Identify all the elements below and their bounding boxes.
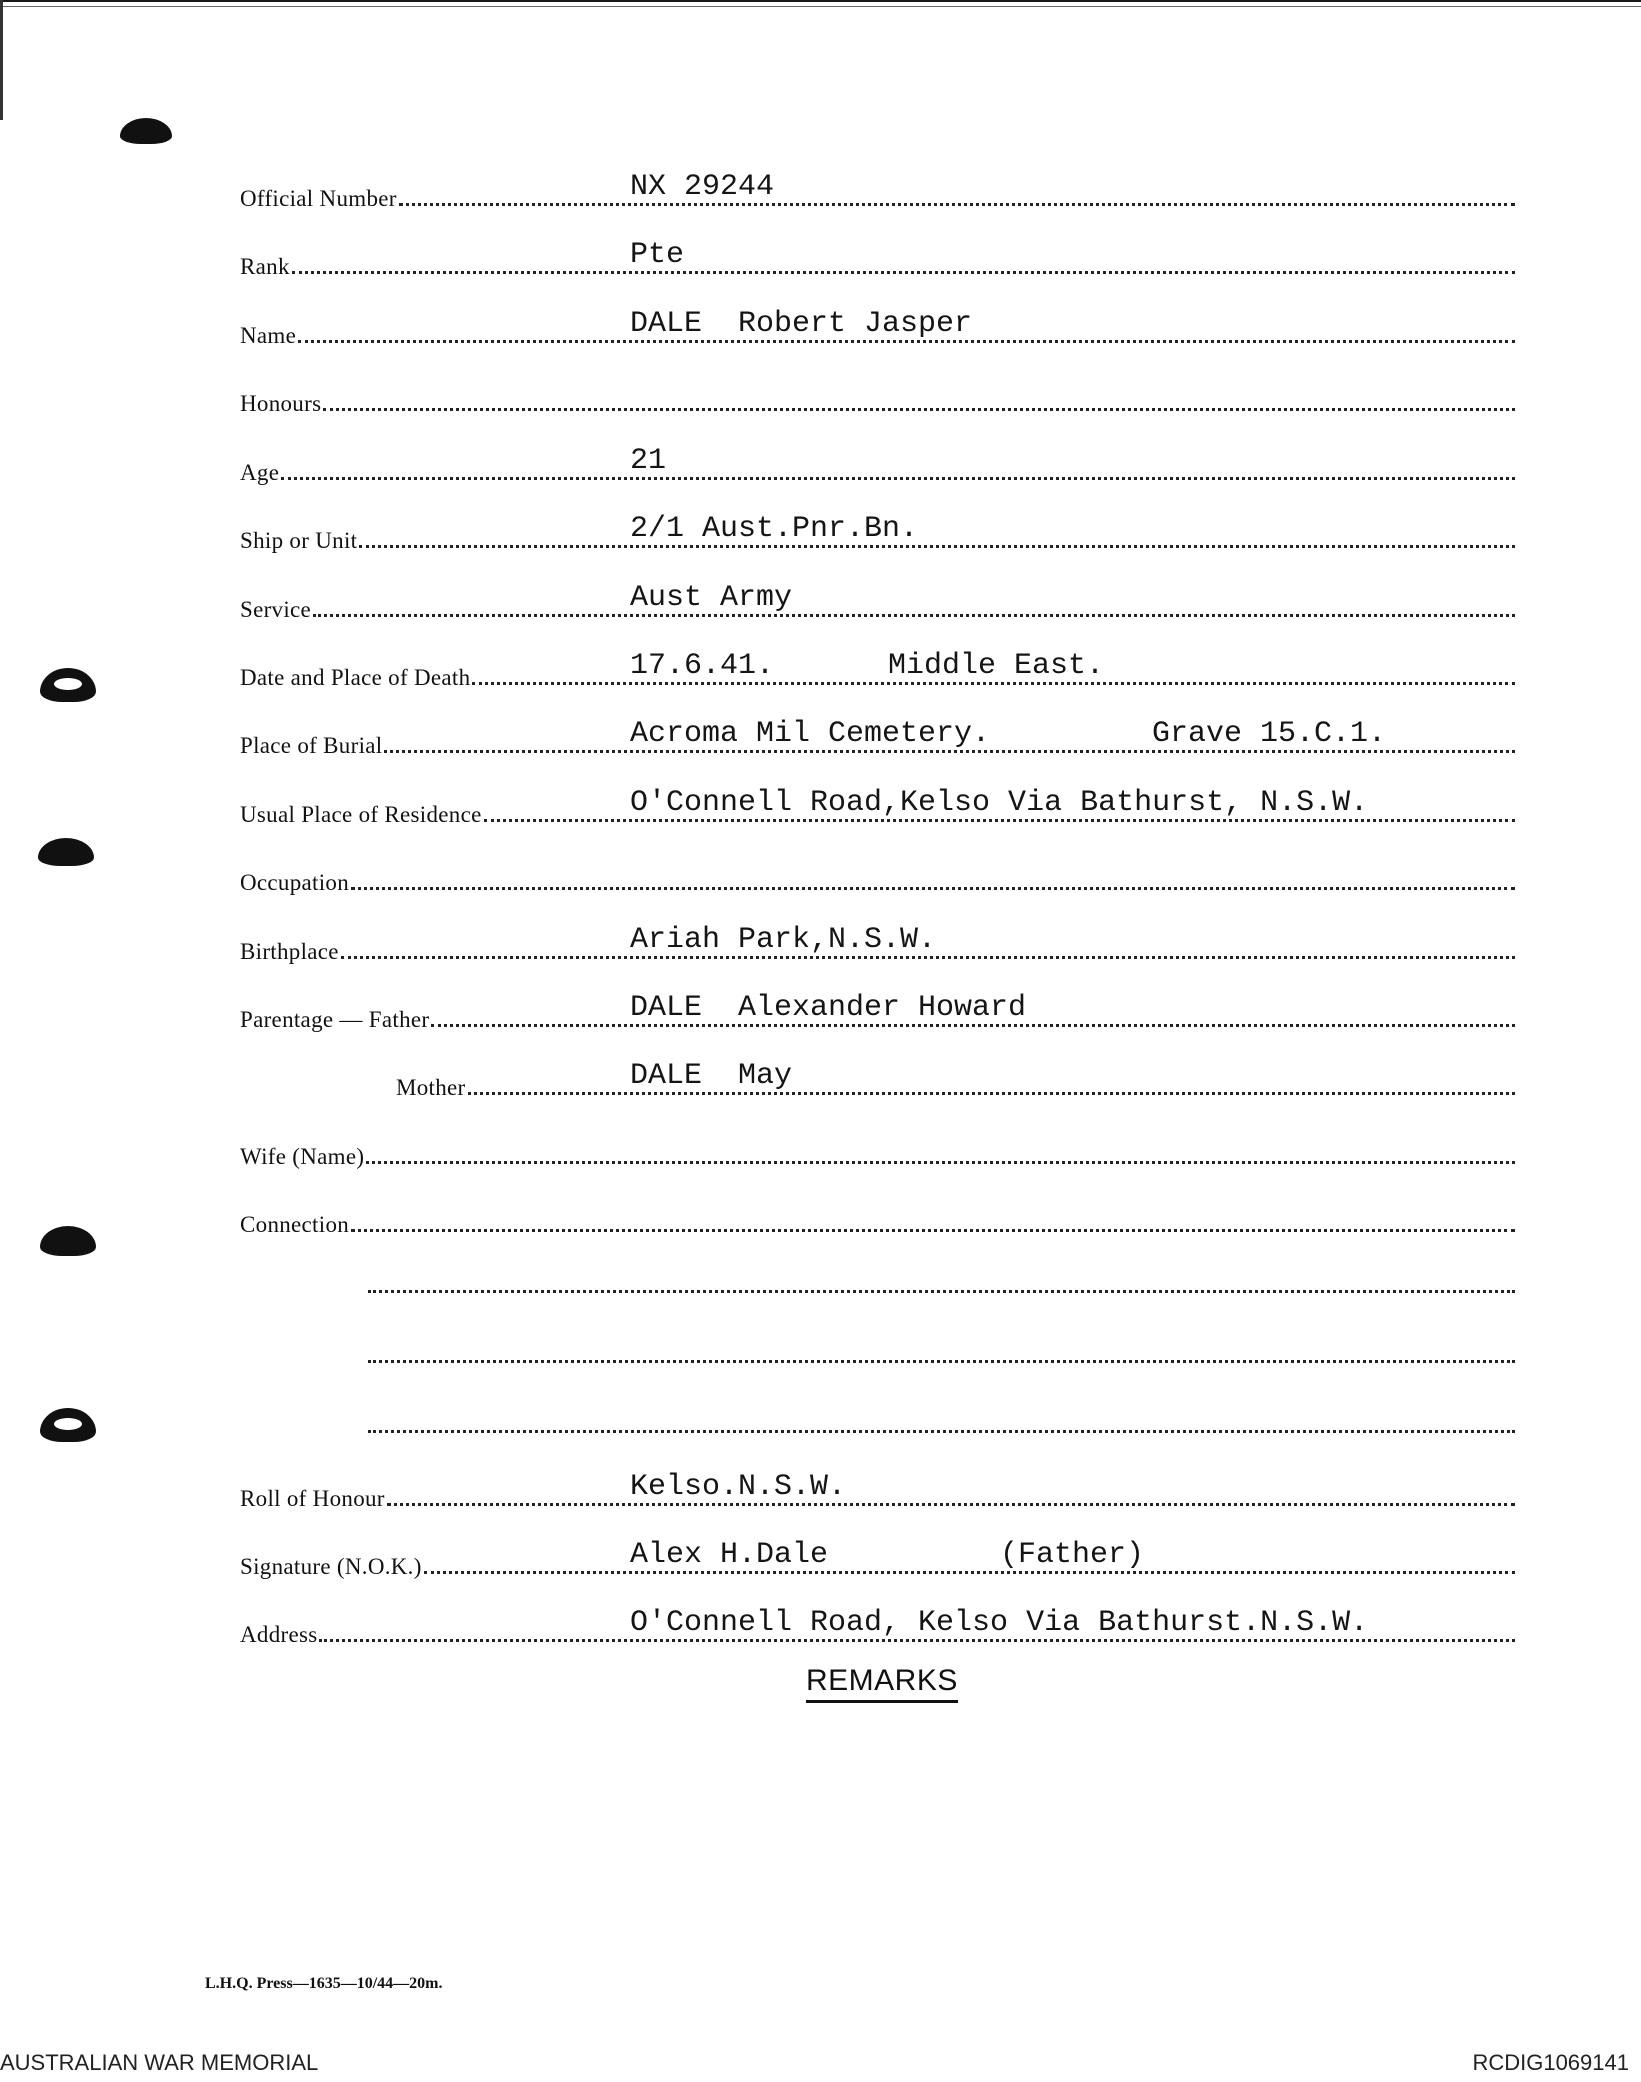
dotted-line <box>313 614 1515 617</box>
field-label: Parentage — Father <box>240 1007 430 1032</box>
dotted-line <box>424 1571 1515 1574</box>
field-value: Kelso.N.S.W. <box>630 1470 847 1504</box>
death-date-value: 17.6.41. <box>630 649 775 683</box>
punch-hole-icon <box>40 1408 96 1442</box>
field-connection <box>240 1176 1515 1244</box>
dotted-line <box>387 1503 1515 1506</box>
field-value: DALE Robert Jasper <box>630 307 973 341</box>
field-value: DALE May <box>630 1059 793 1093</box>
punch-hole-icon <box>40 668 96 702</box>
field-label: Ship or Unit <box>240 528 358 553</box>
dotted-line <box>292 271 1515 274</box>
field-value: O'Connell Road,Kelso Via Bathurst, N.S.W. <box>630 786 1369 820</box>
field-place-of-burial <box>240 697 1515 765</box>
field-label: Occupation <box>240 870 350 895</box>
field-name <box>240 287 1515 355</box>
field-wife <box>240 1108 1515 1176</box>
field-birthplace <box>240 903 1515 971</box>
field-label: Service <box>240 597 312 622</box>
field-label: Official Number <box>240 186 397 211</box>
dotted-line <box>366 1161 1515 1164</box>
connection-continuation-line <box>368 1360 1515 1363</box>
dotted-line <box>351 1229 1515 1232</box>
field-service <box>240 561 1515 629</box>
field-father <box>240 971 1515 1039</box>
dotted-line <box>281 477 1515 480</box>
field-label: Rank <box>240 254 290 279</box>
field-label: Address <box>240 1622 318 1647</box>
dotted-line <box>323 408 1515 411</box>
field-roll-of-honour <box>240 1450 1515 1518</box>
field-label: Birthplace <box>240 939 339 964</box>
press-note: L.H.Q. Press—1635—10/44—20m. <box>205 1975 443 1992</box>
field-label: Mother <box>396 1075 466 1100</box>
remarks-heading: REMARKS <box>806 1664 958 1703</box>
connection-continuation-line <box>368 1290 1515 1293</box>
field-value: 21 <box>630 444 667 478</box>
field-label: Connection <box>240 1212 350 1237</box>
page-left-edge <box>0 0 3 120</box>
field-rank <box>240 218 1515 286</box>
field-usual-residence <box>240 766 1515 834</box>
binding-mark-icon <box>40 1226 96 1256</box>
dotted-line <box>468 1092 1515 1095</box>
field-label: Wife (Name) <box>240 1144 365 1169</box>
field-occupation <box>240 834 1515 902</box>
signature-relation: (Father) <box>1000 1538 1145 1572</box>
field-age <box>240 424 1515 492</box>
field-value: Ariah Park,N.S.W. <box>630 923 937 957</box>
footer-institution: AUSTRALIAN WAR MEMORIAL <box>0 2050 319 2075</box>
signature-value: Alex H.Dale <box>630 1538 829 1572</box>
field-honours <box>240 355 1515 423</box>
field-value: DALE Alexander Howard <box>630 991 1027 1025</box>
death-place-value: Middle East. <box>888 649 1105 683</box>
field-value: Aust Army <box>630 581 793 615</box>
binding-mark-icon <box>120 118 172 144</box>
footer-record-id: RCDIG1069141 <box>1472 2050 1629 2075</box>
connection-continuation-line <box>368 1430 1515 1433</box>
field-official-number <box>240 150 1515 218</box>
field-label: Date and Place of Death <box>240 665 471 690</box>
field-label: Age <box>240 460 280 485</box>
dotted-line <box>359 545 1515 548</box>
field-label: Usual Place of Residence <box>240 802 482 827</box>
dotted-line <box>351 887 1515 890</box>
field-date-place-of-death <box>240 629 1515 697</box>
field-label: Name <box>240 323 297 348</box>
grave-value: Grave 15.C.1. <box>1152 717 1387 751</box>
field-mother <box>240 1039 1515 1107</box>
dotted-line <box>399 203 1515 206</box>
field-label: Place of Burial <box>240 733 383 758</box>
field-value: O'Connell Road, Kelso Via Bathurst.N.S.W. <box>630 1606 1369 1640</box>
field-label: Roll of Honour <box>240 1486 385 1511</box>
field-address <box>240 1586 1515 1654</box>
page-top-edge <box>0 0 1641 10</box>
field-label: Signature (N.O.K.) <box>240 1554 422 1579</box>
field-value: Pte <box>630 238 685 272</box>
field-value: NX 29244 <box>630 170 775 204</box>
binding-mark-icon <box>38 838 94 866</box>
field-ship-or-unit <box>240 492 1515 560</box>
field-signature <box>240 1518 1515 1586</box>
field-label: Honours <box>240 391 322 416</box>
field-value: 2/1 Aust.Pnr.Bn. <box>630 512 919 546</box>
field-value: Acroma Mil Cemetery. <box>630 717 991 751</box>
